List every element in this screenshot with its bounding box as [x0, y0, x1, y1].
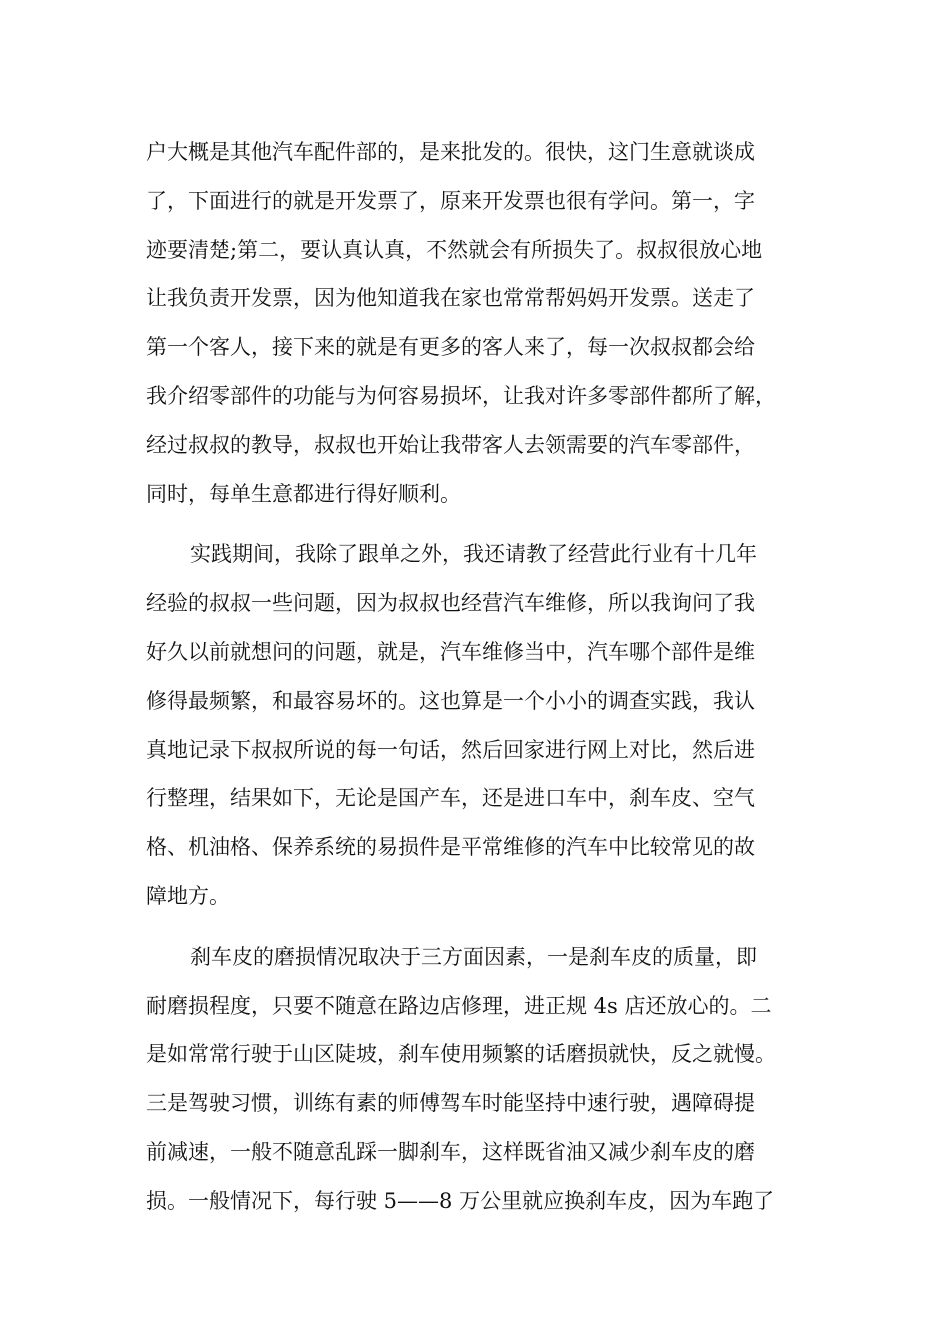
text-line: 前减速，一般不随意乱踩一脚刹车，这样既省油又减少刹车皮的磨	[146, 1139, 755, 1164]
text-line: 了，下面进行的就是开发票了，原来开发票也很有学问。第一，字	[146, 188, 755, 213]
paragraph-2	[146, 530, 826, 920]
paragraph-gap	[146, 518, 826, 530]
text-line: 第一个客人，接下来的就是有更多的客人来了，每一次叔叔都会给	[146, 335, 755, 360]
paragraph-1	[146, 128, 826, 518]
text-line: 我介绍零部件的功能与为何容易损坏，让我对许多零部件都所了解，	[146, 383, 776, 408]
text-line: 损。一般情况下，每行驶 5——8 万公里就应换刹车皮，因为车跑了	[146, 1188, 775, 1213]
document-body	[146, 128, 826, 1226]
text-line: 修得最频繁，和最容易坏的。这也算是一个小小的调查实践，我认	[146, 688, 755, 713]
text-line: 户大概是其他汽车配件部的，是来批发的。很快，这门生意就谈成	[146, 140, 755, 164]
text-line: 经过叔叔的教导，叔叔也开始让我带客人去领需要的汽车零部件，	[146, 432, 755, 457]
text-line: 让我负责开发票，因为他知道我在家也常常帮妈妈开发票。送走了	[146, 286, 755, 311]
text-line: 迹要清楚;第二，要认真认真，不然就会有所损失了。叔叔很放心地	[146, 237, 763, 262]
text-line: 刹车皮的磨损情况取决于三方面因素，一是刹车皮的质量，即	[190, 944, 757, 969]
text-line: 格、机油格、保养系统的易损件是平常维修的汽车中比较常见的故	[146, 835, 755, 860]
text-line: 三是驾驶习惯，训练有素的师傅驾车时能坚持中速行驶，遇障碍提	[146, 1091, 755, 1116]
text-line: 障地方。	[146, 883, 230, 908]
text-line: 耐磨损程度，只要不随意在路边店修理，进正规 4s 店还放心的。二	[146, 993, 772, 1018]
text-line: 同时，每单生意都进行得好顺利。	[146, 481, 461, 506]
text-line: 是如常常行驶于山区陡坡，刹车使用频繁的话磨损就快，反之就慢。	[146, 1042, 776, 1067]
text-line: 真地记录下叔叔所说的每一句话，然后回家进行网上对比，然后进	[146, 737, 755, 762]
text-line: 实践期间，我除了跟单之外，我还请教了经营此行业有十几年	[190, 542, 757, 567]
paragraph-gap	[146, 921, 826, 933]
text-line: 经验的叔叔一些问题，因为叔叔也经营汽车维修，所以我询问了我	[146, 591, 755, 616]
text-line: 好久以前就想问的问题，就是，汽车维修当中，汽车哪个部件是维	[146, 639, 755, 664]
paragraph-3	[146, 933, 826, 1226]
text-line: 行整理，结果如下，无论是国产车，还是进口车中，刹车皮、空气	[146, 786, 755, 811]
